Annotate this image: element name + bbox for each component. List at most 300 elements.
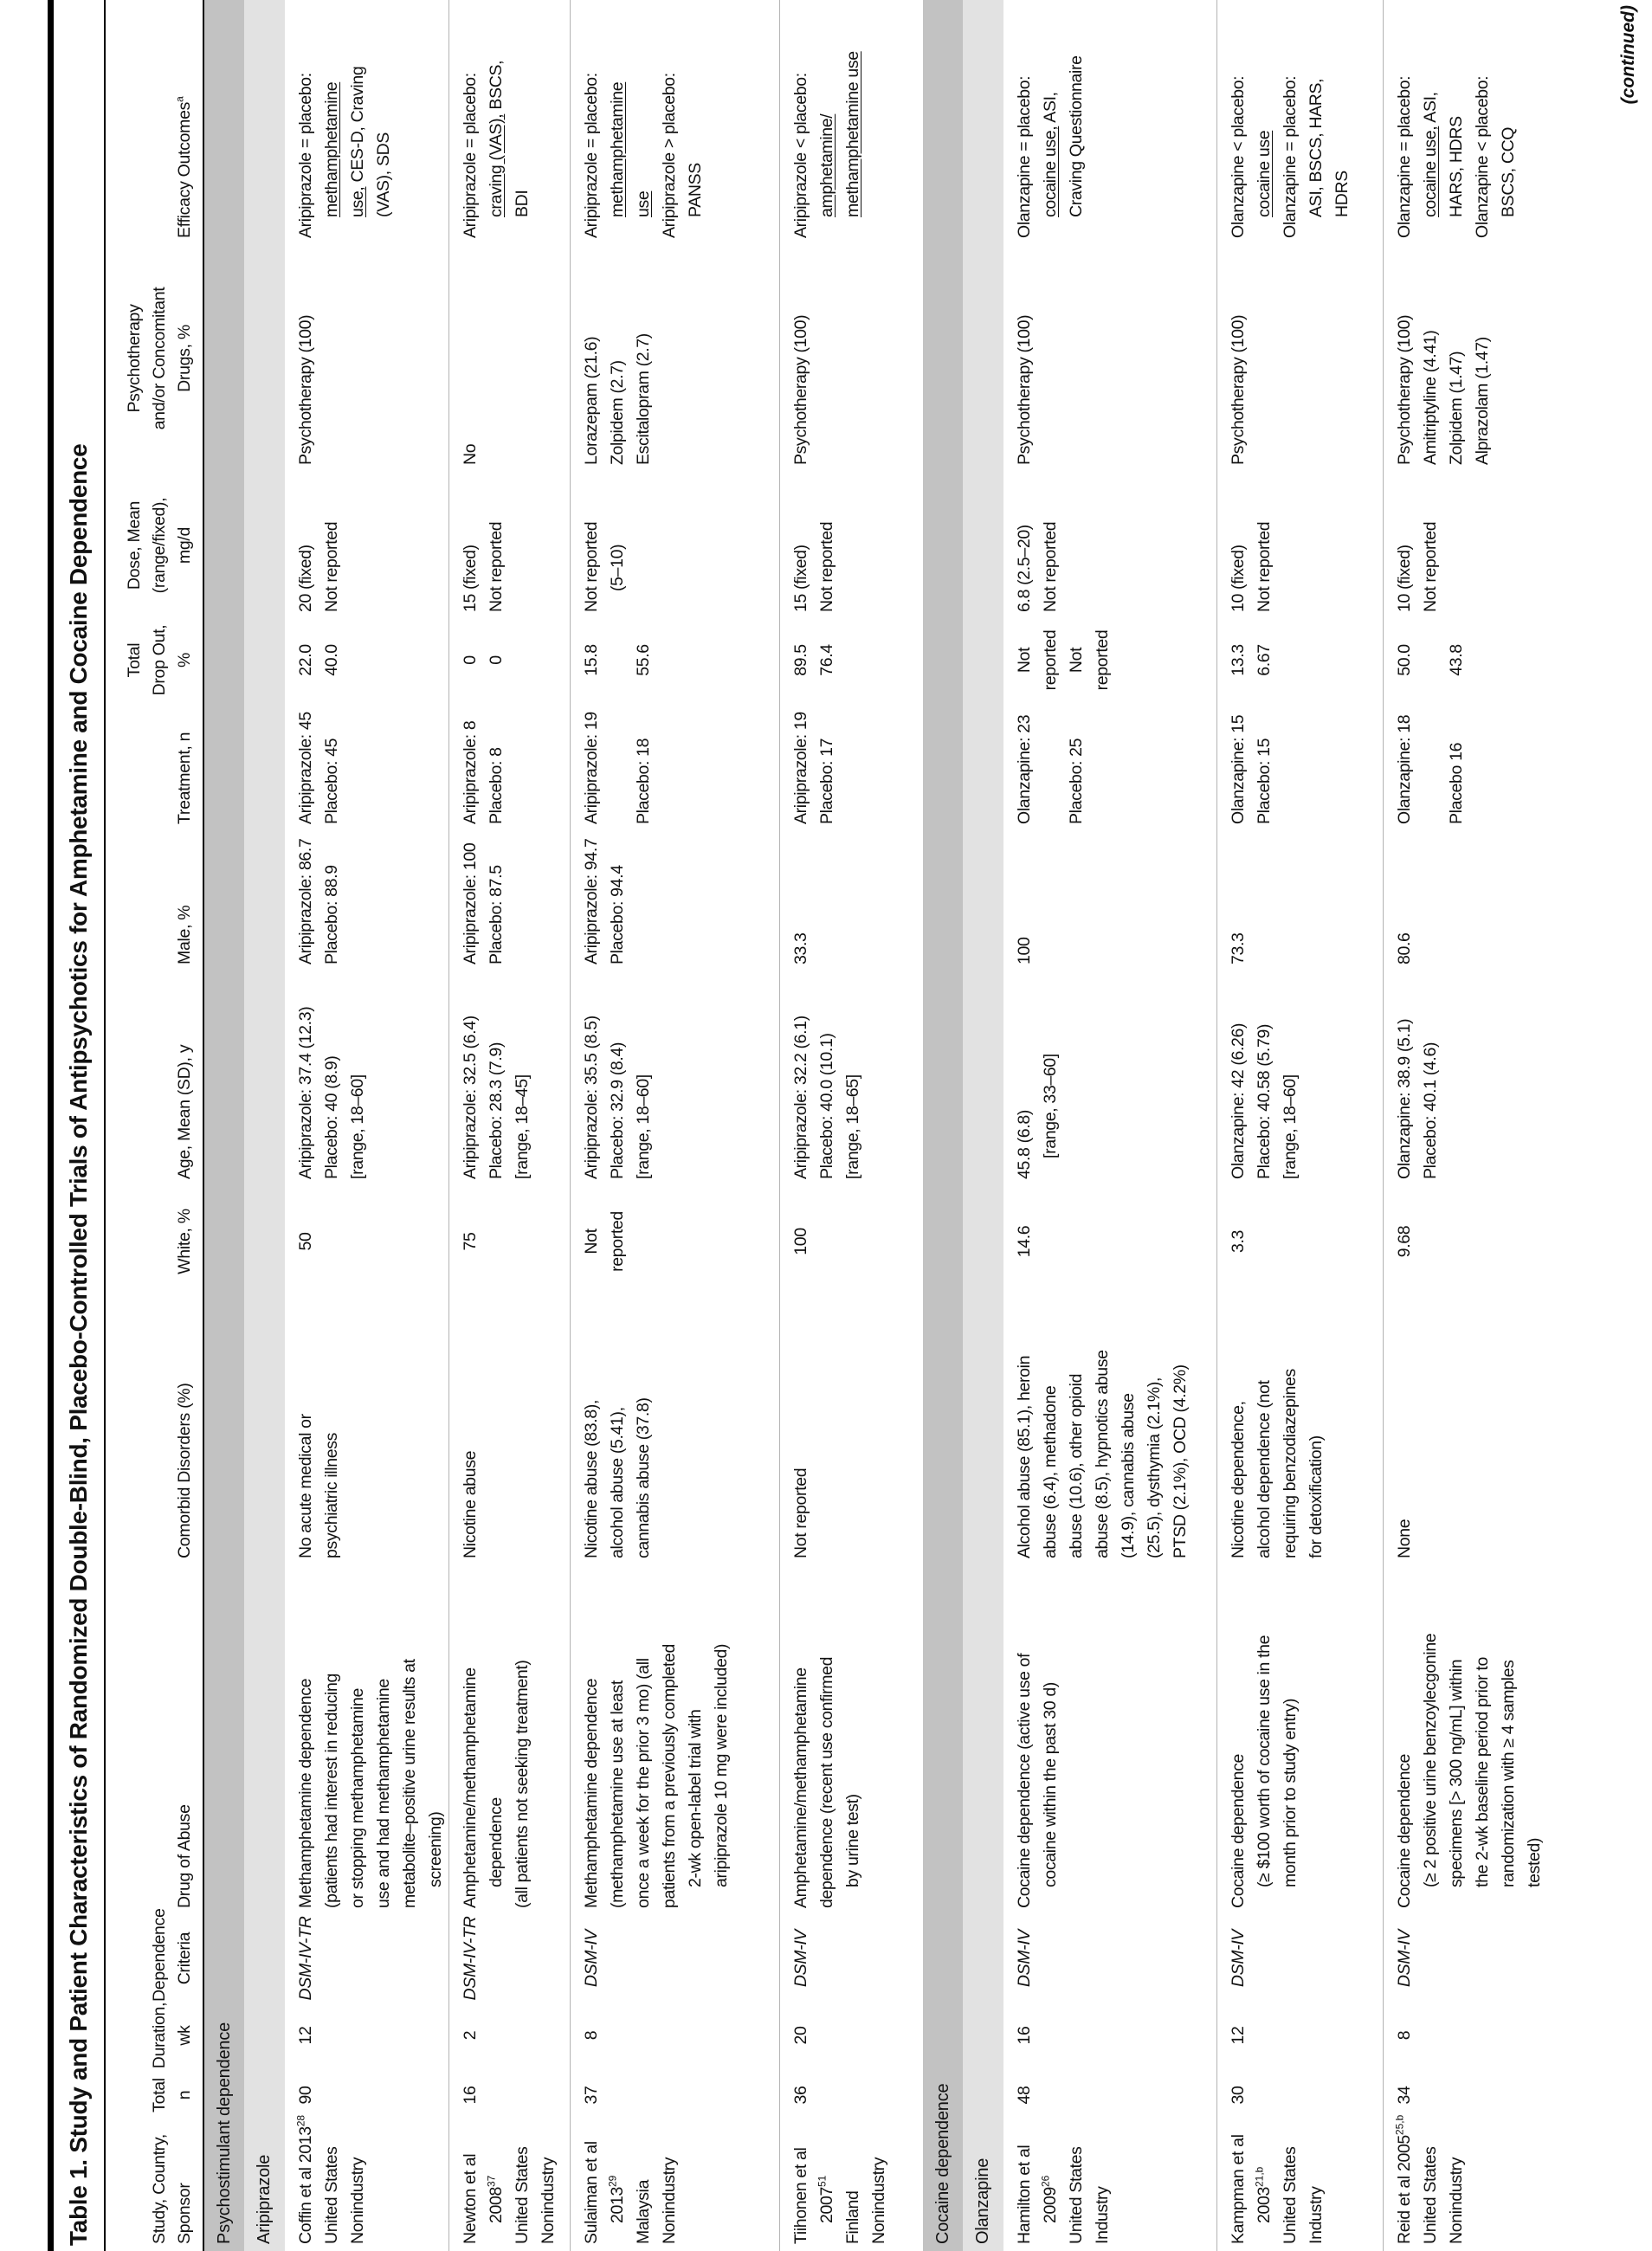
text-line [293, 1300, 319, 1558]
text-segment: 0 [461, 655, 480, 665]
text-segment: a [173, 96, 186, 102]
cell-dur [780, 2002, 923, 2069]
text-segment: United States [513, 2146, 532, 2244]
table-title: Table 1. Study and Patient Characteristics of Randomized Double-Blind, Placebo-Controlled Trials of Antipsychotics for Amphetamine and Cocaine Dependence [65, 443, 92, 2246]
text-line [1141, 1300, 1167, 1558]
text-segment: (range/fixed), [150, 497, 169, 594]
column-header-dur [147, 2002, 197, 2069]
text-line [604, 619, 630, 701]
text-segment: Age, Mean (SD), y [175, 1044, 194, 1179]
text-line [1391, 3, 1417, 238]
cell-crit [571, 1915, 779, 2002]
text-line [1495, 1569, 1521, 1908]
cell-n [1003, 2069, 1216, 2121]
text-line [1225, 1300, 1251, 1558]
text-line [1037, 619, 1063, 701]
underlined-text: cocaine use, [1421, 126, 1440, 217]
text-line [1277, 975, 1303, 1179]
text-line [578, 1915, 604, 2002]
text-segment: Not [1067, 647, 1086, 674]
text-segment: [range, 18–60] [348, 1074, 367, 1179]
text-segment: 90 [296, 2086, 315, 2105]
cell-treat [449, 701, 570, 831]
text-line [457, 1300, 483, 1558]
text-line [172, 1300, 197, 1558]
section-header-psychostimulant-dependence [204, 0, 244, 2251]
cell-study [1217, 2121, 1383, 2251]
text-segment: (14.9), cannabis abuse [1119, 1393, 1138, 1558]
text-segment: [range, 18–60] [634, 1074, 653, 1179]
text-segment: 6.8 (2.5–20) [1015, 525, 1034, 612]
text-segment: Aripiprazole = placebo: [461, 73, 480, 238]
text-line [172, 1569, 197, 1908]
cell-age [1003, 971, 1216, 1186]
text-segment: Total [150, 2078, 169, 2112]
text-line [1251, 3, 1277, 238]
text-line [345, 2125, 371, 2244]
text-segment: No acute medical or [296, 1414, 315, 1558]
text-line [1011, 475, 1037, 612]
text-line [1037, 1569, 1063, 1908]
text-line [509, 1569, 535, 1908]
text-segment: Nonindustry [348, 2157, 367, 2244]
text-segment: 30 [1229, 2086, 1248, 2105]
text-segment: DSM-IV-TR [461, 1916, 480, 2001]
cell-male [449, 831, 570, 971]
text-segment: 8 [1395, 2030, 1414, 2041]
text-line [147, 472, 172, 619]
text-line [1391, 2114, 1417, 2244]
text-segment: (all patients not seeking treatment) [513, 1660, 532, 1908]
table-row-newton-2008 [448, 0, 570, 2251]
cell-age [1217, 971, 1383, 1186]
text-segment: Total [125, 642, 144, 678]
text-line [604, 835, 630, 964]
text-line [1417, 975, 1443, 1179]
text-line [1225, 475, 1251, 612]
text-line [483, 2125, 509, 2244]
text-segment: Aripiprazole > placebo: [660, 73, 679, 238]
text-line [1391, 705, 1417, 824]
text-line [147, 245, 172, 472]
text-line [293, 1569, 319, 1908]
text-line [1277, 3, 1303, 238]
text-segment: randomization with ≥ 4 samples [1499, 1660, 1518, 1887]
text-line [814, 475, 840, 612]
table-row-reid-2005 [1383, 0, 1613, 2251]
text-segment: Placebo: 45 [322, 738, 341, 824]
text-line [788, 835, 814, 964]
cell-crit [780, 1915, 923, 2002]
table-row-hamilton-2009 [1003, 0, 1216, 2251]
text-line [1391, 619, 1417, 701]
cell-comorbid [1384, 1297, 1613, 1565]
cell-eff [285, 0, 448, 245]
cell-male [571, 831, 779, 971]
cell-study [285, 2114, 448, 2251]
text-segment: 75 [461, 1232, 480, 1251]
text-line [457, 1186, 483, 1297]
column-header-male [172, 831, 197, 971]
text-segment: Placebo 16 [1447, 742, 1466, 824]
text-line [814, 1569, 840, 1908]
text-segment: 45.8 (6.8) [1015, 1110, 1034, 1179]
column-header-drug [172, 1565, 197, 1915]
text-segment: patients from a previously completed [660, 1644, 679, 1908]
text-segment: 43.8 [1447, 644, 1466, 676]
text-line [1225, 619, 1251, 701]
cell-drug [1003, 1565, 1216, 1915]
table-top-rule [48, 0, 54, 2251]
text-line [1391, 1915, 1417, 2002]
text-line [483, 619, 509, 701]
text-line [1011, 248, 1037, 465]
text-segment: 8 [582, 2030, 601, 2041]
cell-study [780, 2121, 923, 2251]
text-segment: Industry [1307, 2186, 1326, 2244]
text-segment: Nonindustry [660, 2157, 679, 2244]
text-segment: 51 [816, 2175, 829, 2188]
text-line [293, 3, 319, 238]
cell-age [1384, 971, 1613, 1186]
text-segment: alcohol dependence (not [1255, 1380, 1274, 1558]
text-line [1443, 1569, 1469, 1908]
cell-n [285, 2069, 448, 2121]
cell-n [1384, 2069, 1613, 2121]
text-segment: Placebo: 87.5 [487, 865, 506, 964]
text-line [1225, 2002, 1251, 2069]
text-line [319, 619, 345, 701]
text-segment: Criteria [175, 1932, 194, 1985]
text-line [457, 2125, 483, 2244]
text-line [345, 3, 371, 238]
text-line [630, 2125, 656, 2244]
text-line [1251, 2125, 1277, 2244]
text-segment: Industry [1093, 2186, 1112, 2244]
cell-treat [285, 701, 448, 831]
text-line [1037, 975, 1063, 1179]
text-line [578, 248, 604, 465]
text-segment: cocaine within the past 30 d) [1041, 1682, 1060, 1887]
text-line [172, 619, 197, 701]
cell-drug [449, 1565, 570, 1915]
cell-comorbid [1003, 1297, 1216, 1565]
cell-treat [1384, 701, 1613, 831]
text-segment: once a week for the prior 3 mo) (all [634, 1658, 653, 1908]
text-segment: 13.3 [1229, 644, 1248, 676]
text-segment: 100 [791, 1228, 810, 1255]
text-segment: 22.0 [296, 644, 315, 676]
text-segment: Treatment, n [175, 732, 194, 824]
text-segment: 36 [791, 2086, 810, 2105]
cell-dose [1217, 472, 1383, 619]
text-segment: 28 [294, 2114, 307, 2127]
text-line [1417, 619, 1443, 701]
text-segment: Psychotherapy (100) [1015, 314, 1034, 465]
text-segment: Nonindustry [539, 2157, 558, 2244]
text-line [457, 475, 483, 612]
text-segment: United States [1421, 2146, 1440, 2244]
text-segment: 37 [582, 2086, 601, 2105]
text-segment: aripiprazole 10 mg were included) [712, 1643, 731, 1887]
text-line [1063, 3, 1089, 238]
section-header-aripiprazole [244, 0, 285, 2251]
text-segment: 14.6 [1015, 1225, 1034, 1258]
text-line [1443, 2125, 1469, 2244]
text-line [866, 2125, 892, 2244]
text-segment: abuse (8.5), hypnotics abuse [1093, 1350, 1112, 1558]
section-label: Olanzapine [973, 2157, 992, 2244]
cell-psych [1217, 245, 1383, 472]
text-line [319, 2125, 345, 2244]
underlined-text: methamphetamine [608, 81, 627, 217]
text-line [1063, 1300, 1089, 1558]
text-segment: Amitriptyline (4.41) [1421, 330, 1440, 465]
text-segment: Aripiprazole: 94.7 [582, 838, 601, 964]
text-line [630, 975, 656, 1179]
cell-n [449, 2069, 570, 2121]
text-line [1443, 619, 1469, 701]
text-line [1037, 705, 1063, 824]
section-label: Cocaine dependence [932, 2083, 952, 2244]
text-segment: Olanzapine: 42 (6.26) [1229, 1022, 1248, 1179]
text-segment: Not [1015, 647, 1034, 674]
cell-white [1003, 1186, 1216, 1297]
text-segment: DSM-IV [1229, 1929, 1248, 1988]
text-line [788, 248, 814, 465]
text-segment: requiring benzodiazepines [1281, 1369, 1300, 1558]
text-segment: DSM-IV-TR [296, 1916, 315, 2001]
text-line [1417, 248, 1443, 465]
text-line [788, 475, 814, 612]
text-line [457, 2069, 483, 2121]
text-segment: Psychotherapy (100) [296, 314, 315, 465]
text-segment: (methamphetamine use at least [608, 1680, 627, 1908]
text-segment: 15.8 [582, 644, 601, 676]
cell-study [571, 2121, 779, 2251]
text-line [1391, 248, 1417, 465]
text-line [840, 1569, 866, 1908]
section-header-olanzapine [963, 0, 1003, 2251]
text-line [604, 475, 630, 612]
text-line [397, 1569, 423, 1908]
text-segment: psychiatric illness [322, 1432, 341, 1558]
cell-eff [1384, 0, 1613, 245]
text-line [1443, 3, 1469, 238]
cell-drop [449, 619, 570, 701]
text-line [371, 1569, 397, 1908]
cell-drug [1217, 1565, 1383, 1915]
text-segment: Placebo: 40.1 (4.6) [1421, 1042, 1440, 1179]
column-header-drop [122, 619, 197, 701]
text-segment: mg/d [175, 526, 194, 564]
cell-white [285, 1186, 448, 1297]
text-segment: the 2-wk baseline period prior to [1473, 1657, 1492, 1887]
text-segment: Duration, [150, 2002, 169, 2069]
text-segment: and/or Concomitant [150, 287, 169, 430]
text-line [1037, 3, 1063, 238]
text-segment: % [175, 652, 194, 668]
text-line [1277, 2125, 1303, 2244]
text-segment: Placebo: 32.9 (8.4) [608, 1042, 627, 1179]
text-segment: DSM-IV [791, 1929, 810, 1988]
cell-eff [449, 0, 570, 245]
text-line [293, 2114, 319, 2244]
text-segment: Nonindustry [869, 2157, 888, 2244]
text-segment: Amphetamine/methamphetamine [461, 1667, 480, 1908]
column-header-study [147, 2121, 197, 2251]
text-line [1495, 3, 1521, 238]
text-segment: 50 [296, 1232, 315, 1251]
column-header-psych [122, 245, 197, 472]
cell-study [1003, 2121, 1216, 2251]
text-segment: 12 [1229, 2026, 1248, 2045]
text-segment: Not reported [1041, 521, 1060, 612]
text-line [788, 2125, 814, 2244]
text-line [814, 705, 840, 824]
text-segment: BSCS, [487, 60, 506, 114]
text-segment: abuse (6.4), methadone [1041, 1385, 1060, 1558]
text-segment: Male, % [175, 905, 194, 964]
cell-dur [1384, 2002, 1613, 2069]
text-line [604, 1186, 630, 1297]
text-line [1011, 1569, 1037, 1908]
text-segment: 89.5 [791, 644, 810, 676]
text-segment: by urine test) [843, 1794, 862, 1887]
text-segment: Placebo: 15 [1255, 738, 1274, 824]
text-line [1303, 3, 1329, 238]
text-segment: Methamphetamine dependence [582, 1678, 601, 1908]
text-segment: 25,b [1393, 2114, 1406, 2136]
table-row-sulaiman-2013 [570, 0, 779, 2251]
text-segment: [range, 33–60] [1041, 1054, 1060, 1158]
text-line [604, 1300, 630, 1558]
text-line [656, 1569, 682, 1908]
text-line [788, 2002, 814, 2069]
text-segment: 73.3 [1229, 932, 1248, 964]
text-line [578, 475, 604, 612]
text-segment: Placebo: 17 [817, 738, 836, 824]
cell-white [780, 1186, 923, 1297]
text-segment: 76.4 [817, 644, 836, 676]
cell-dose [571, 472, 779, 619]
text-line [319, 975, 345, 1179]
text-segment: 0 [487, 655, 506, 665]
text-line [172, 975, 197, 1179]
section-label: Psychostimulant dependence [214, 2022, 234, 2244]
text-line [1011, 1186, 1037, 1297]
cell-comorbid [285, 1297, 448, 1565]
text-line [656, 3, 682, 238]
cell-comorbid [571, 1297, 779, 1565]
text-segment: [range, 18–45] [513, 1074, 532, 1179]
text-segment: screening) [426, 1811, 445, 1887]
text-segment: Aripiprazole: 19 [582, 712, 601, 824]
cell-male [1003, 831, 1216, 971]
text-line [483, 705, 509, 824]
text-segment: Psychotherapy (100) [1395, 314, 1414, 465]
table-row-tiihonen-2007 [779, 0, 923, 2251]
text-segment: Alprazolam (1.47) [1473, 337, 1492, 465]
text-line [682, 3, 708, 238]
text-line [1391, 2069, 1417, 2121]
text-line [1277, 1569, 1303, 1908]
text-segment: Placebo: 8 [487, 747, 506, 824]
text-line [1469, 248, 1495, 465]
cell-psych [1384, 245, 1613, 472]
cell-white [1217, 1186, 1383, 1297]
cell-male [1217, 831, 1383, 971]
cell-dur [1003, 2002, 1216, 2069]
text-segment: Drop Out, [150, 624, 169, 696]
text-line [814, 3, 840, 238]
text-segment: Zolpidem (2.7) [608, 360, 627, 465]
text-segment: Nonindustry [1447, 2157, 1466, 2244]
text-segment: Aripiprazole: 100 [461, 842, 480, 964]
text-line [788, 1186, 814, 1297]
text-segment: 2009 [1041, 2187, 1060, 2223]
text-segment: 40.0 [322, 644, 341, 676]
cell-drop [1003, 619, 1216, 701]
cell-age [449, 971, 570, 1186]
text-line [483, 1569, 509, 1908]
text-segment: Lorazepam (21.6) [582, 336, 601, 465]
text-line [1391, 975, 1417, 1179]
cell-dose [1003, 472, 1216, 619]
text-segment: 2 [461, 2030, 480, 2041]
text-segment: Olanzapine: 18 [1395, 714, 1414, 824]
table-body [204, 0, 1613, 2251]
cell-dose [285, 472, 448, 619]
cell-eff [780, 0, 923, 245]
text-line [1089, 2125, 1115, 2244]
text-segment: BSCS, CCQ [1499, 126, 1518, 217]
text-segment: Reid et al 2005 [1395, 2135, 1414, 2244]
text-segment: Malaysia [634, 2179, 653, 2244]
text-line [1521, 1569, 1547, 1908]
text-line [1011, 2069, 1037, 2121]
cell-age [285, 971, 448, 1186]
text-line [578, 619, 604, 701]
text-line [1011, 975, 1037, 1179]
cell-crit [285, 1915, 448, 2002]
text-line [293, 248, 319, 465]
text-line [371, 3, 397, 238]
text-segment: dependence (recent use confirmed [817, 1656, 836, 1908]
text-segment: Aripiprazole: 35.5 (8.5) [582, 1016, 601, 1179]
text-segment: Olanzapine: 23 [1015, 714, 1034, 824]
cell-n [780, 2069, 923, 2121]
text-segment: (≥ 2 positive urine benzoylecgonine [1421, 1633, 1440, 1887]
text-segment: 26 [1039, 2175, 1052, 2188]
text-line [578, 2125, 604, 2244]
text-segment: abuse (10.6), other opioid [1067, 1373, 1086, 1558]
text-segment: ASI, [1421, 92, 1440, 126]
text-line [814, 975, 840, 1179]
text-line [1303, 1300, 1329, 1558]
text-segment: Nicotine abuse [461, 1450, 480, 1558]
text-segment: 15 (fixed) [791, 545, 810, 612]
cell-comorbid [780, 1297, 923, 1565]
text-segment: (≥ $100 worth of cocaine use in the [1255, 1635, 1274, 1887]
text-segment: Cocaine dependence [1229, 1753, 1248, 1908]
underlined-text: methamphetamine [322, 81, 341, 217]
table-header-row [106, 0, 203, 2251]
text-segment: Placebo: 40.0 (10.1) [817, 1033, 836, 1179]
cell-dur [1217, 2002, 1383, 2069]
text-segment: Nicotine dependence, [1229, 1401, 1248, 1558]
cell-study [449, 2121, 570, 2251]
